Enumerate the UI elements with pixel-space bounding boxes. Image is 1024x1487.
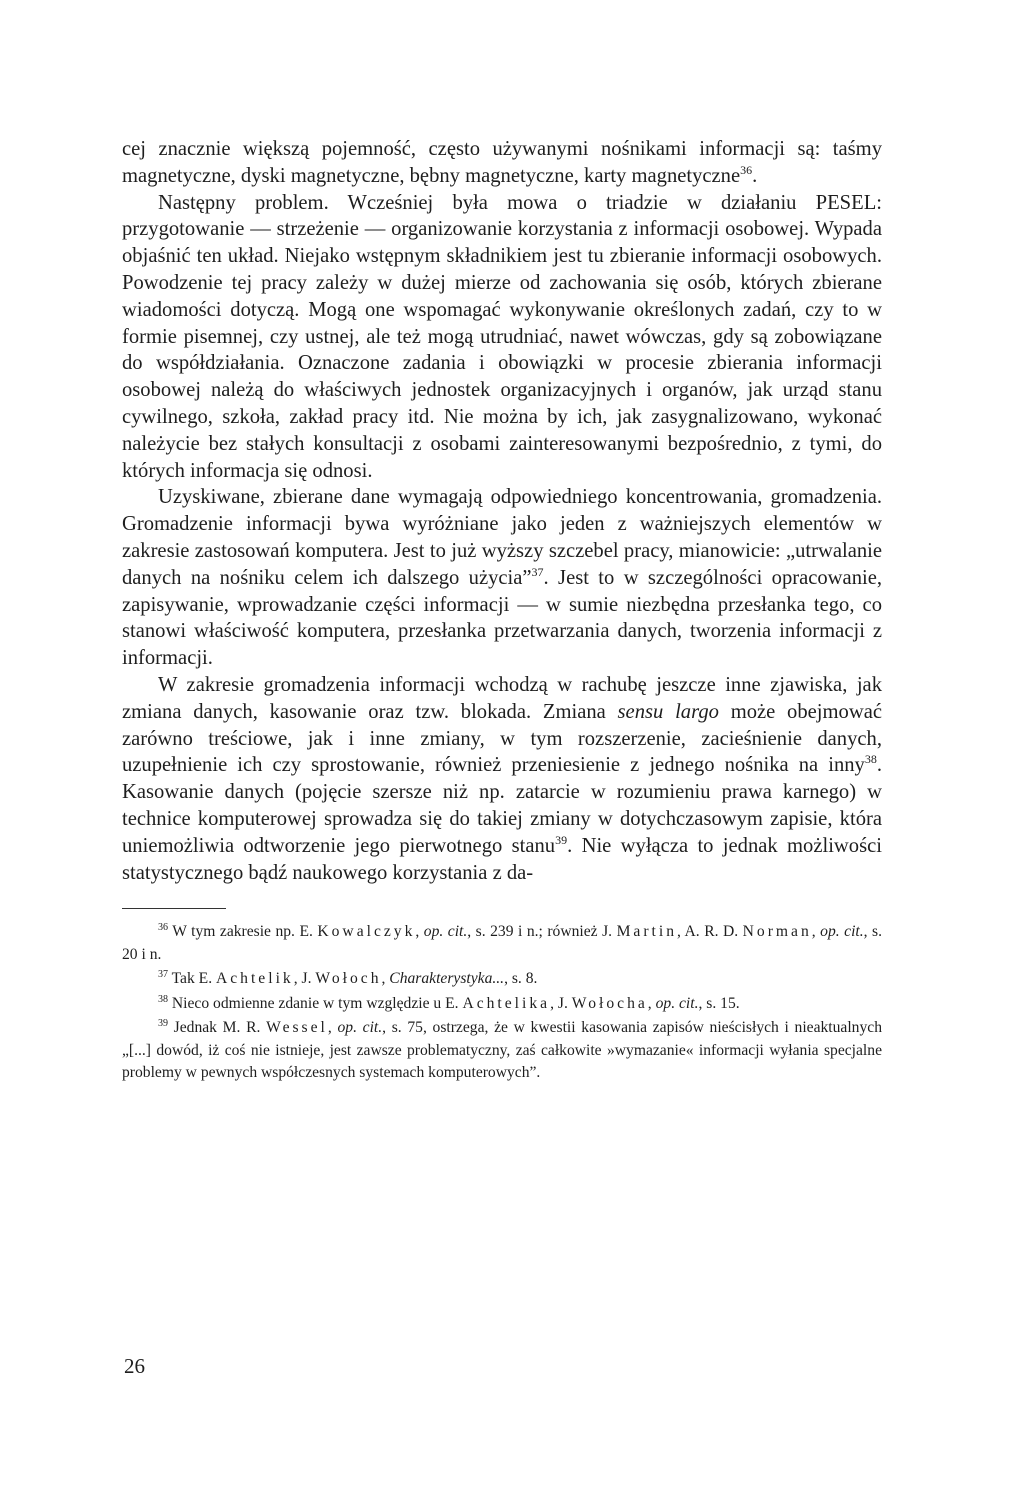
- text-run: Jednak M. R.: [168, 1019, 267, 1037]
- page-number: 26: [124, 1354, 145, 1378]
- page-content: [122, 136, 882, 1087]
- italic-text: op. cit.: [820, 923, 864, 941]
- footnote-reference: 36: [740, 162, 753, 177]
- text-run: Nieco odmienne zdanie w tym względzie u E.: [168, 994, 463, 1012]
- body-text: [122, 136, 882, 886]
- author-name: Achtelika: [462, 994, 551, 1012]
- paragraph-1: [122, 136, 882, 190]
- text-run: może obejmować zarówno treściowe, jak i inne zmiany, w tym rozszerzenie, zacieśnienie danych, uzupełnienie ich czy sprostowanie, również przeniesienie z jednego nośnika na inny: [122, 700, 882, 777]
- footnote-reference: 39: [158, 1018, 168, 1030]
- text-run: , s. 8.: [504, 970, 538, 988]
- text-run: . Jest to w szczególności opracowanie, zapisywanie, wprowadzanie części informacji — w sumie niezbędna przesłanka tego, co stanowi właściwość komputera, przesłanka przetwarzania danych, tworzenia informacji z informacji.: [122, 566, 882, 670]
- text-run: , s. 15.: [698, 994, 740, 1012]
- text-run: , s. 239 i n.; również J.: [467, 923, 617, 941]
- text-run: ,: [381, 970, 390, 988]
- footnote-38: [122, 993, 882, 1016]
- text-run: , A. R. D.: [677, 923, 743, 941]
- footnote-reference: 38: [864, 752, 877, 767]
- footnote-36: [122, 921, 882, 966]
- text-run: . Kasowanie danych (pojęcie szersze niż np. zatarcie w rozumieniu prawa karnego) w technice komputerowej sprowadza się do takiej zmiany w dotychczasowym zapisie, która uniemożliwia odtworzenie jego pierwotnego stanu: [122, 754, 882, 857]
- footnote-reference: 37: [158, 969, 168, 981]
- footnotes: [122, 921, 882, 1085]
- footnote-37: [122, 968, 882, 991]
- text-run: W tym zakresie np. E.: [168, 923, 318, 941]
- author-name: Wołocha: [571, 994, 648, 1012]
- footnote-39: [122, 1017, 882, 1085]
- text-run: , J.: [293, 970, 316, 988]
- text-run: , s. 20 i n.: [122, 923, 883, 963]
- text-run: ,: [811, 923, 821, 941]
- text-run: Uzyskiwane, zbierane dane wymagają odpowiedniego koncentrowania, gromadzenia. Gromadzenie informacji bywa wyróżniane jako jeden z ważniejszych elementów w zakresie zastosowań komputera. Jest to już wyższy szczebel pracy, mianowicie: „utrwalanie danych na nośniku celem ich dalszego użycia”: [122, 486, 882, 589]
- text-run: ,: [647, 994, 656, 1012]
- author-name: Wołoch: [315, 970, 382, 988]
- paragraph-3: [122, 484, 882, 672]
- italic-text: op. cit.: [423, 923, 468, 941]
- text-run: . Nie wyłącza to jednak możliwości statystycznego bądź naukowego korzystania z da-: [122, 834, 882, 884]
- text-run: cej znacznie większą pojemność, często używanymi nośnikami informacji są: taśmy magnetyczne, dyski magnetyczne, bębny magnetyczne, karty magnetyczne: [122, 138, 882, 187]
- text-run: Tak E.: [168, 970, 216, 988]
- text-run: Następny problem. Wcześniej była mowa o triadzie w działaniu PESEL: przygotowanie — strzeżenie — organizowanie korzystania z informacji osobowej. Wypada objaśnić ten układ. Niejako wstępnym składnikiem jest tu zbieranie informacji osobowych. Powodzenie tej pracy zależy w dużej mierze od zachowania się osób, których zbierane wiadomości dotyczą. Mogą one wspomagać wykonywanie określonych zadań, czy to w formie pisemnej, czy ustnej, ale też mogą utrudniać, nawet wówczas, gdy są zobowiązane do współdziałania. Oznaczone zadania i obowiązki w procesie zbierania informacji osobowej należą do właściwych jednostek organizacyjnych i organów, jak urząd stanu cywilnego, szkoła, zakład pracy itd. Nie można by ich, jak zasygnalizowano, wykonać należycie bez stałych konsultacji z osobami zainteresowanymi bezpośrednio, z tymi, do których informacja się odnosi.: [122, 191, 882, 482]
- footnote-reference: 36: [158, 922, 168, 934]
- footnote-reference: 37: [531, 564, 544, 579]
- author-name: Kowalczyk: [317, 923, 416, 941]
- text-run: ,: [327, 1019, 338, 1037]
- footnote-reference: 38: [158, 993, 168, 1005]
- author-name: Achtelik: [216, 970, 294, 988]
- author-name: Martin: [616, 923, 678, 941]
- paragraph-4: [122, 672, 882, 886]
- paragraph-2: [122, 190, 882, 485]
- footnote-divider: [122, 908, 226, 909]
- italic-text: Charakterystyka...: [389, 970, 505, 988]
- author-name: Wessel: [266, 1019, 328, 1037]
- footnote-reference: 39: [555, 832, 568, 847]
- text-run: W zakresie gromadzenia informacji wchodzą w rachubę jeszcze inne zjawiska, jak zmiana danych, kasowanie oraz tzw. blokada. Zmiana: [122, 673, 882, 723]
- italic-text: op. cit.: [337, 1019, 383, 1037]
- italic-text: op. cit.: [655, 994, 699, 1012]
- italic-text: sensu largo: [617, 700, 719, 723]
- text-run: , J.: [550, 994, 572, 1012]
- author-name: Norman: [742, 923, 812, 941]
- text-run: .: [752, 164, 758, 187]
- text-run: , s. 75, ostrzega, że w kwestii kasowania zapisów nieścisłych i nieaktualnych „[...] dowód, iż coś nie istnieje, jest zawsze problematyczny, zaś całkowite »wymazanie« informacji wyłania specjalne problemy w pewnych współczesnych systemach komputerowych”.: [122, 1019, 882, 1082]
- text-run: ,: [415, 923, 424, 941]
